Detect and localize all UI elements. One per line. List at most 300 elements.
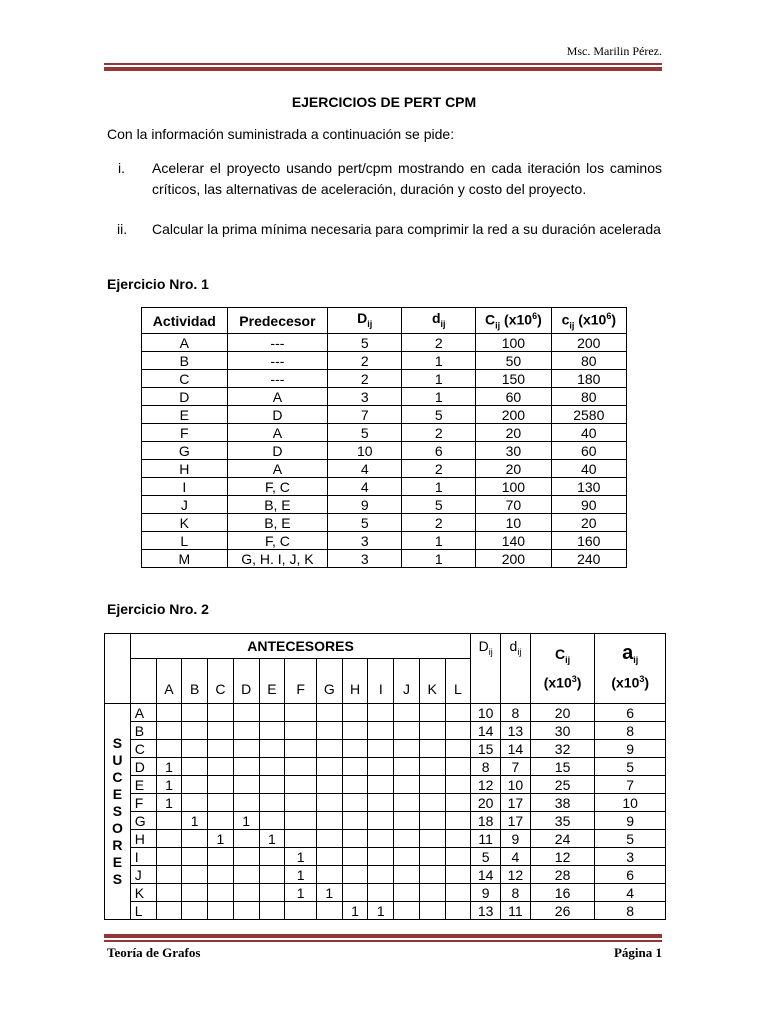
matrix-cell [368, 812, 394, 830]
footer-right: Página 1 [613, 945, 662, 960]
matrix-cell [342, 866, 368, 884]
matrix-cell [368, 830, 394, 848]
sucesor-label: J [130, 866, 156, 884]
table-cell: E [142, 406, 228, 424]
table-cell: 6 [402, 442, 476, 460]
value-cell: 9 [471, 884, 501, 902]
value-cell: 12 [471, 776, 501, 794]
table-cell: 160 [551, 532, 626, 550]
matrix-cell [342, 722, 368, 740]
footer-left: Teoría de Grafos [107, 945, 201, 960]
matrix-cell [419, 722, 445, 740]
table-row [105, 884, 666, 902]
matrix-cell [259, 740, 285, 758]
matrix-cell [316, 848, 342, 866]
value-cell: 18 [471, 812, 501, 830]
matrix-cell [156, 722, 182, 740]
table-row [142, 334, 627, 352]
empty-cell [130, 659, 156, 704]
matrix-cell [394, 722, 420, 740]
matrix-cell [342, 740, 368, 758]
table-row [142, 424, 627, 442]
matrix-cell [156, 704, 182, 722]
list-item-text: Acelerar el proyecto usando pert/cpm mostrando en cada iteración los caminos críticos, las alternativas de aceleración, duración y costo del proyecto. [152, 160, 662, 197]
matrix-cell [208, 848, 234, 866]
matrix-cell [342, 812, 368, 830]
matrix-cell [182, 776, 208, 794]
col-predecesor: Predecesor [227, 308, 328, 334]
table-cell: 100 [476, 478, 551, 496]
matrix-cell [394, 794, 420, 812]
matrix-cell [285, 776, 317, 794]
matrix-cell [342, 884, 368, 902]
value-cell: 10 [595, 794, 666, 812]
antecesor-letter: A [156, 659, 182, 704]
matrix-cell: 1 [233, 812, 259, 830]
matrix-cell [233, 722, 259, 740]
matrix-cell [259, 776, 285, 794]
matrix-cell [316, 704, 342, 722]
antecesor-letter: K [419, 659, 445, 704]
sucesor-label: L [130, 902, 156, 920]
col-duration-crash: $d_{ij}$ [402, 308, 476, 334]
table-cell: 2 [402, 514, 476, 532]
table-cell: 5 [328, 334, 402, 352]
matrix-cell [342, 848, 368, 866]
table-cell: 240 [551, 550, 626, 568]
table-cell: 30 [476, 442, 551, 460]
table-cell: L [142, 532, 228, 550]
sucesores-letter: C [112, 769, 123, 785]
matrix-cell [342, 794, 368, 812]
value-cell: 4 [501, 848, 531, 866]
sucesores-label [105, 704, 131, 920]
value-cell: 4 [595, 884, 666, 902]
matrix-cell [394, 902, 420, 920]
value-cell: 7 [595, 776, 666, 794]
sucesores-letter: E [112, 854, 123, 870]
matrix-cell [445, 812, 471, 830]
sucesores-letter: U [112, 752, 123, 768]
value-cell: 14 [501, 740, 531, 758]
sucesor-label: A [130, 704, 156, 722]
value-cell: 25 [530, 776, 595, 794]
table-cell: 150 [476, 370, 551, 388]
value-cell: 5 [595, 758, 666, 776]
matrix-cell [156, 866, 182, 884]
matrix-cell [208, 722, 234, 740]
sucesores-letter: S [112, 803, 123, 819]
matrix-cell [342, 758, 368, 776]
table-row [105, 848, 666, 866]
sucesor-label: C [130, 740, 156, 758]
sucesores-letter: S [112, 735, 123, 751]
antecesor-letter: I [368, 659, 394, 704]
matrix-cell [233, 704, 259, 722]
sucesor-label: I [130, 848, 156, 866]
col-cost: $C_{ij}$ $(x10^3)$ [530, 634, 595, 704]
matrix-cell [208, 758, 234, 776]
table-cell: 1 [402, 370, 476, 388]
matrix-cell: 1 [259, 830, 285, 848]
sucesor-label: B [130, 722, 156, 740]
value-cell: 11 [471, 830, 501, 848]
matrix-cell [285, 902, 317, 920]
table-cell: 2 [402, 424, 476, 442]
matrix-cell [285, 740, 317, 758]
table-cell: --- [227, 370, 328, 388]
value-cell: 32 [530, 740, 595, 758]
value-cell: 5 [595, 830, 666, 848]
value-cell: 10 [501, 776, 531, 794]
table-cell: A [227, 424, 328, 442]
matrix-cell [394, 848, 420, 866]
matrix-cell [182, 704, 208, 722]
sucesor-label: K [130, 884, 156, 902]
matrix-cell: 1 [342, 902, 368, 920]
matrix-cell [208, 740, 234, 758]
antecesor-letter: C [208, 659, 234, 704]
matrix-cell [419, 794, 445, 812]
matrix-cell [316, 902, 342, 920]
table-row [142, 370, 627, 388]
value-cell: 20 [530, 704, 595, 722]
matrix-cell [445, 884, 471, 902]
matrix-cell [182, 740, 208, 758]
sucesor-label: G [130, 812, 156, 830]
value-cell: 8 [595, 902, 666, 920]
table-cell: B, E [227, 514, 328, 532]
corner-cell [105, 634, 131, 704]
table-cell: 90 [551, 496, 626, 514]
table-cell: --- [227, 334, 328, 352]
matrix-cell [394, 740, 420, 758]
matrix-cell [156, 830, 182, 848]
sucesor-label: E [130, 776, 156, 794]
table-cell: H [142, 460, 228, 478]
exercise-1-table [141, 307, 627, 568]
table-cell: 80 [551, 388, 626, 406]
table-cell: 140 [476, 532, 551, 550]
value-cell: 28 [530, 866, 595, 884]
matrix-cell [259, 794, 285, 812]
matrix-cell [419, 866, 445, 884]
value-cell: 14 [471, 722, 501, 740]
value-cell: 11 [501, 902, 531, 920]
table-row [142, 514, 627, 532]
table-row [142, 550, 627, 568]
table-cell: 10 [328, 442, 402, 460]
sucesor-label: H [130, 830, 156, 848]
matrix-cell [233, 848, 259, 866]
matrix-cell [316, 740, 342, 758]
table-cell: 180 [551, 370, 626, 388]
matrix-cell [259, 902, 285, 920]
matrix-cell: 1 [156, 776, 182, 794]
table-cell: 3 [328, 550, 402, 568]
matrix-cell [285, 830, 317, 848]
value-cell: 20 [471, 794, 501, 812]
matrix-cell [445, 794, 471, 812]
table-cell: 2 [402, 460, 476, 478]
sucesor-label: F [130, 794, 156, 812]
table-row [105, 704, 666, 722]
header-author: Msc. Marilin Pérez. [566, 44, 662, 58]
matrix-cell [445, 830, 471, 848]
matrix-cell [368, 722, 394, 740]
table-row [142, 478, 627, 496]
value-cell: 6 [595, 704, 666, 722]
table-cell: 50 [476, 352, 551, 370]
matrix-cell [445, 902, 471, 920]
table-cell: 200 [551, 334, 626, 352]
matrix-cell [394, 776, 420, 794]
table-cell: 20 [476, 424, 551, 442]
table-cell: D [227, 442, 328, 460]
table-cell: B, E [227, 496, 328, 514]
matrix-cell [368, 794, 394, 812]
value-cell: 17 [501, 812, 531, 830]
matrix-cell [156, 884, 182, 902]
col-actividad: Actividad [142, 308, 228, 334]
table-cell: 1 [402, 478, 476, 496]
header-rule-thin [104, 63, 662, 65]
table-cell: 70 [476, 496, 551, 514]
matrix-cell [182, 902, 208, 920]
matrix-cell [445, 722, 471, 740]
matrix-cell [233, 866, 259, 884]
table-cell: 3 [328, 388, 402, 406]
table-cell: A [142, 334, 228, 352]
table-header-row [142, 308, 627, 334]
table-cell: 20 [551, 514, 626, 532]
table-cell: F [142, 424, 228, 442]
value-cell: 14 [471, 866, 501, 884]
matrix-cell [316, 758, 342, 776]
table-cell: J [142, 496, 228, 514]
table-cell: 2 [402, 334, 476, 352]
matrix-cell: 1 [182, 812, 208, 830]
table-cell: 1 [402, 388, 476, 406]
table-row [105, 776, 666, 794]
matrix-cell [342, 704, 368, 722]
table-row [105, 902, 666, 920]
matrix-cell [368, 740, 394, 758]
table-row [142, 532, 627, 550]
matrix-cell [445, 776, 471, 794]
matrix-cell [368, 776, 394, 794]
table-row [142, 442, 627, 460]
matrix-cell [342, 830, 368, 848]
matrix-cell [316, 776, 342, 794]
value-cell: 3 [595, 848, 666, 866]
matrix-cell [182, 758, 208, 776]
table-cell: 80 [551, 352, 626, 370]
table-cell: 2580 [551, 406, 626, 424]
table-cell: 3 [328, 532, 402, 550]
table-cell: 60 [476, 388, 551, 406]
matrix-cell [445, 740, 471, 758]
col-acceleration-cost: $a_{ij}$ $(x10^3)$ [595, 634, 666, 704]
matrix-cell [182, 794, 208, 812]
table-cell: I [142, 478, 228, 496]
matrix-cell [208, 884, 234, 902]
value-cell: 38 [530, 794, 595, 812]
table-cell: 5 [328, 424, 402, 442]
table-cell: 9 [328, 496, 402, 514]
matrix-cell [233, 740, 259, 758]
matrix-cell [316, 830, 342, 848]
value-cell: 12 [501, 866, 531, 884]
sucesores-letter: S [112, 871, 123, 887]
matrix-cell [156, 902, 182, 920]
matrix-cell [419, 776, 445, 794]
matrix-cell: 1 [156, 794, 182, 812]
matrix-cell [419, 758, 445, 776]
matrix-cell [182, 866, 208, 884]
value-cell: 15 [530, 758, 595, 776]
table-cell: A [227, 388, 328, 406]
antecesores-header: ANTECESORES [130, 634, 471, 659]
matrix-cell [156, 812, 182, 830]
table-cell: 5 [328, 514, 402, 532]
matrix-cell [368, 884, 394, 902]
table-row [142, 388, 627, 406]
matrix-cell: 1 [285, 848, 317, 866]
list-item-text: Calcular la prima mínima necesaria para comprimir la red a su duración acelerada [152, 221, 661, 237]
table-row [142, 406, 627, 424]
document-title: EJERCICIOS DE PERT CPM [291, 94, 477, 110]
footer-rule-thin [104, 940, 662, 942]
matrix-cell [316, 794, 342, 812]
matrix-cell [394, 812, 420, 830]
matrix-cell [285, 722, 317, 740]
table-cell: C [142, 370, 228, 388]
table-cell: 2 [328, 352, 402, 370]
antecesor-letter: L [445, 659, 471, 704]
footer-rule-thick [104, 934, 662, 938]
matrix-cell [316, 812, 342, 830]
exercise-2-heading: Ejercicio Nro. 2 [107, 601, 209, 617]
matrix-cell [259, 848, 285, 866]
table-cell: 1 [402, 532, 476, 550]
table-cell: B [142, 352, 228, 370]
matrix-cell [259, 866, 285, 884]
table-cell: 10 [476, 514, 551, 532]
matrix-cell [419, 740, 445, 758]
table-cell: 200 [476, 550, 551, 568]
value-cell: 35 [530, 812, 595, 830]
matrix-cell [233, 794, 259, 812]
table-cell: F, C [227, 478, 328, 496]
table-cell: K [142, 514, 228, 532]
table-cell: 4 [328, 478, 402, 496]
matrix-cell [285, 812, 317, 830]
matrix-cell [285, 758, 317, 776]
col-cost-crash: $c_{ij}$ $(x10^6)$ [551, 308, 626, 334]
antecesor-letter: J [394, 659, 420, 704]
matrix-cell [259, 758, 285, 776]
table-cell: 2 [328, 370, 402, 388]
matrix-cell [445, 758, 471, 776]
table-cell: 200 [476, 406, 551, 424]
matrix-cell [419, 812, 445, 830]
table-cell: D [227, 406, 328, 424]
matrix-cell [285, 794, 317, 812]
table-row [105, 722, 666, 740]
table-cell: 40 [551, 424, 626, 442]
table-row [142, 352, 627, 370]
matrix-cell [233, 776, 259, 794]
table-cell: 1 [402, 550, 476, 568]
value-cell: 13 [471, 902, 501, 920]
matrix-cell [233, 830, 259, 848]
table-row [142, 460, 627, 478]
matrix-cell [368, 866, 394, 884]
value-cell: 6 [595, 866, 666, 884]
matrix-cell [208, 794, 234, 812]
matrix-cell [208, 902, 234, 920]
matrix-cell [259, 704, 285, 722]
table-row [105, 794, 666, 812]
col-duration-normal: $D_{ij}$ [328, 308, 402, 334]
table-cell: 130 [551, 478, 626, 496]
matrix-cell [368, 704, 394, 722]
matrix-cell [233, 884, 259, 902]
matrix-cell [394, 884, 420, 902]
table-cell: 100 [476, 334, 551, 352]
value-cell: 9 [595, 812, 666, 830]
table-row [105, 740, 666, 758]
matrix-cell [182, 830, 208, 848]
matrix-cell [285, 704, 317, 722]
matrix-cell [445, 848, 471, 866]
table-cell: 1 [402, 352, 476, 370]
table-cell: D [142, 388, 228, 406]
table-row [105, 812, 666, 830]
value-cell: 8 [595, 722, 666, 740]
table-cell: G [142, 442, 228, 460]
table-cell: 60 [551, 442, 626, 460]
sucesores-letter: R [112, 837, 123, 853]
matrix-cell [368, 758, 394, 776]
matrix-cell [259, 722, 285, 740]
table-cell: 40 [551, 460, 626, 478]
value-cell: 8 [501, 704, 531, 722]
matrix-cell [156, 848, 182, 866]
value-cell: 30 [530, 722, 595, 740]
matrix-cell [342, 776, 368, 794]
table-header-row [105, 634, 666, 659]
matrix-cell: 1 [368, 902, 394, 920]
matrix-cell [419, 848, 445, 866]
matrix-cell [208, 776, 234, 794]
sucesor-label: D [130, 758, 156, 776]
matrix-cell [394, 866, 420, 884]
matrix-cell [368, 848, 394, 866]
matrix-cell: 1 [208, 830, 234, 848]
value-cell: 9 [595, 740, 666, 758]
value-cell: 10 [471, 704, 501, 722]
matrix-cell [259, 884, 285, 902]
matrix-cell: 1 [285, 866, 317, 884]
value-cell: 24 [530, 830, 595, 848]
value-cell: 8 [471, 758, 501, 776]
matrix-cell [419, 902, 445, 920]
matrix-cell: 1 [156, 758, 182, 776]
table-row [105, 758, 666, 776]
exercise-2-table [104, 633, 666, 920]
